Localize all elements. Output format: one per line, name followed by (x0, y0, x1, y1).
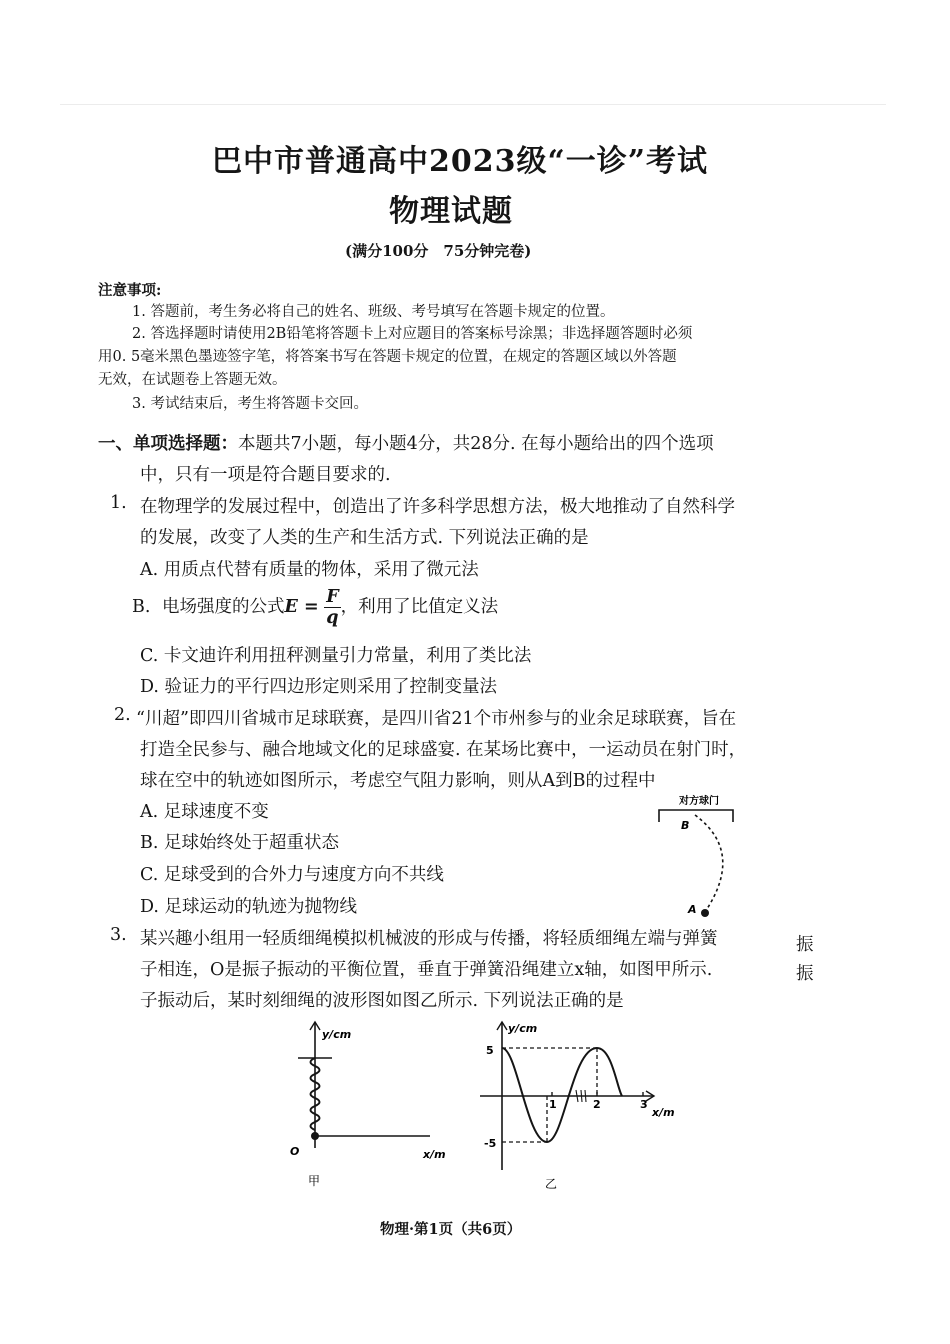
q3-yi-y-pos-label: 5 (486, 1044, 494, 1057)
q3-yi-y-neg-label: -5 (484, 1137, 497, 1150)
q2-number: 2. (114, 705, 131, 725)
q2-point-b: B (681, 819, 690, 832)
notice-item-1: 1. 答题前，考生务必将自己的姓名、班级、考号填写在答题卡规定的位置。 (132, 304, 615, 320)
q1-fraction-denominator: q (326, 608, 339, 628)
q3-yi-caption: 乙 (545, 1177, 558, 1191)
q2-point-a: A (688, 903, 697, 916)
q3-jia-xlabel: x/m (423, 1148, 446, 1161)
q3-yi-ylabel: y/cm (508, 1022, 538, 1035)
exam-subtitle: (满分100分 75分钟完卷) (345, 242, 532, 260)
section-1-text-a: 本题共7小题，每小题4分，共28分. 在每小题给出的四个选项 (238, 434, 714, 454)
q1-option-c: C. 卡文迪许利用扭秤测量引力常量，利用了类比法 (140, 646, 532, 666)
q2-option-b: B. 足球始终处于超重状态 (140, 833, 339, 853)
notice-item-2c: 无效，在试题卷上答题无效。 (98, 372, 287, 388)
section-1-heading-line (98, 430, 714, 455)
q3-yi-wave-curve (502, 1048, 622, 1142)
q3-yi-xlabel: x/m (652, 1106, 675, 1119)
q3-figure-yi (472, 1018, 687, 1196)
section-1-heading: 一、单项选择题： (98, 434, 238, 454)
q1-option-b-fraction (324, 587, 340, 628)
page-top-rule (60, 104, 886, 105)
q2-option-d: D. 足球运动的轨迹为抛物线 (140, 897, 358, 917)
q2-stem-b: 打造全民参与、融合地域文化的足球盛宴. 在某场比赛中，一运动员在射门时， (140, 740, 747, 760)
q3-jia-ylabel: y/cm (322, 1028, 352, 1041)
q1-option-b-pre: 电场强度的公式 (162, 597, 285, 617)
page-footer: 物理·第1页（共6页） (380, 1221, 522, 1238)
q2-stem-c: 球在空中的轨迹如图所示，考虑空气阻力影响，则从A到B的过程中 (140, 771, 656, 791)
q2-trajectory-curve (695, 815, 723, 912)
q2-trajectory-figure (655, 792, 745, 924)
q1-option-d: D. 验证力的平行四边形定则采用了控制变量法 (140, 677, 498, 697)
q3-jia-caption: 甲 (308, 1174, 321, 1188)
q1-option-b-label: B. (132, 597, 151, 617)
q1-number: 1. (110, 493, 127, 513)
subject-title: 物理试题 (389, 194, 513, 229)
q3-yi-x1-label: 1 (549, 1098, 557, 1111)
notice-item-2a: 2. 答选择题时请使用2B铅笔将答题卡上对应题目的答案标号涂黑；非选择题答题时必须 (132, 326, 693, 342)
q3-jia-origin: O (290, 1145, 300, 1158)
q3-yi-x2-label: 2 (593, 1098, 601, 1111)
q3-stem-c: 子振动后，某时刻细绳的波形图如图乙所示. 下列说法正确的是 (140, 991, 624, 1011)
q1-stem-a: 在物理学的发展过程中，创造出了许多科学思想方法，极大地推动了自然科学 (140, 497, 735, 517)
section-1-text-b: 中，只有一项是符合题目要求的. (140, 465, 391, 485)
q2-goal-label: 对方球门 (679, 796, 719, 807)
q3-stem-a: 某兴趣小组用一轻质细绳模拟机械波的形成与传播，将轻质细绳左端与弹簧 (140, 929, 718, 949)
q1-option-b (132, 585, 498, 629)
q2-option-a: A. 足球速度不变 (140, 802, 269, 822)
q1-stem-b: 的发展，改变了人类的生产和生活方式. 下列说法正确的是 (140, 528, 589, 548)
notice-item-3: 3. 考试结束后，考生将答题卡交回。 (132, 396, 368, 412)
q3-stem-b: 子相连，O是振子振动的平衡位置，垂直于弹簧沿绳建立x轴，如图甲所示. (140, 960, 713, 980)
q2-option-c: C. 足球受到的合外力与速度方向不共线 (140, 865, 444, 885)
q1-fraction-numerator: F (326, 587, 339, 607)
exam-title: 巴中市普通高中2023级“一诊”考试 (212, 144, 709, 179)
q3-yi-x3-label: 3 (640, 1098, 648, 1111)
q2-ball-icon (701, 909, 709, 917)
q1-option-b-eq: E = (284, 597, 319, 617)
notice-heading: 注意事项: (98, 282, 162, 299)
q1-option-b-post: ，利用了比值定义法 (340, 597, 499, 617)
q3-stem-b-tail: 振 (796, 964, 814, 984)
q3-jia-oscillator (311, 1132, 319, 1140)
q3-number: 3. (110, 925, 127, 945)
notice-item-2b: 用0. 5毫米黑色墨迹签字笔，将答案书写在答题卡规定的位置，在规定的答题区域以外答题 (98, 349, 677, 365)
q1-option-a: A. 用质点代替有质量的物体，采用了微元法 (140, 560, 479, 580)
q3-figure-jia (280, 1018, 450, 1193)
q2-stem-a: “川超”即四川省城市足球联赛，是四川省21个市州参与的业余足球联赛，旨在 (136, 709, 737, 729)
q3-stem-a-tail: 振 (796, 935, 814, 955)
